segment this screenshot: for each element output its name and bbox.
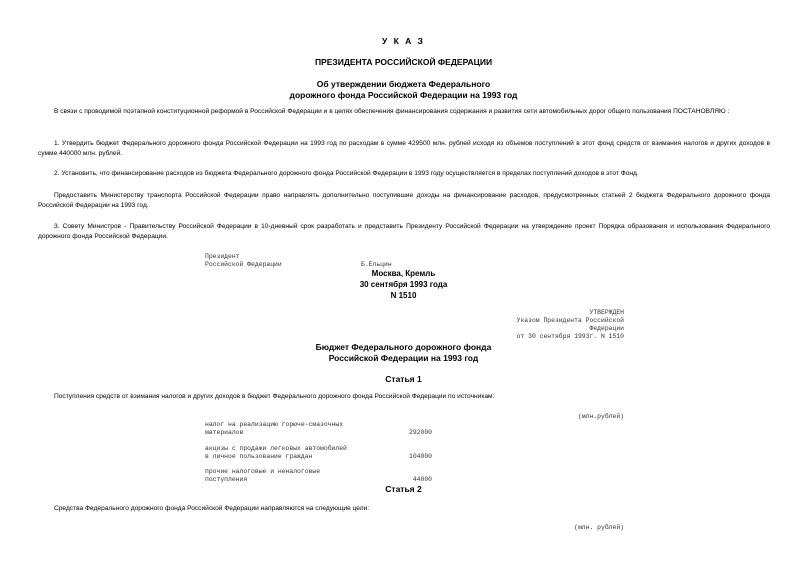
income-item-1-value: 292000 [408, 429, 432, 436]
approval-line-4: от 30 сентября 1993г. N 1510 [516, 333, 624, 340]
income-item-2-line-1: акцизы с продажи легковых автомобилей [205, 445, 347, 452]
income-item-2-line-2: в личное пользование граждан [205, 453, 313, 460]
article-2-text: Средства Федерального дорожного фонда Российской Федерации направляются на следующие цели: [54, 505, 370, 512]
units-label-1: (млн.рублей) [577, 413, 624, 420]
decree-subject-line-1: Об утверждении бюджета Федерального [316, 79, 491, 89]
paragraph-1: 1. Утвердить бюджет Федерального дорожного фонда Российской Федерации на 1993 год по расходам в сумме 429500 млн. рублей исходя из объемов поступлений в этот фонд средств от взимания налогов и других доходов в сумме 440000 млн. рублей. [38, 140, 770, 157]
income-item-1-line-2: материалов [205, 429, 244, 436]
paragraph-3: 3. Совету Министров - Правительству Российской Федерации в 10-дневный срок разработать и представить Президенту Российской Федерации на утверждение проект Порядка образования и использования Федерального дорожного фонда Российской Федерации. [38, 223, 770, 240]
paragraph-2: 2. Установить, что финансирование расходов из бюджета Федерального дорожного фонда Российской Федерации в 1993 году осуществляется в пределах поступлений доходов в этот Фонд. [54, 170, 639, 177]
units-label-2: (млн. рублей) [574, 524, 624, 531]
decree-number: N 1510 [390, 291, 417, 300]
income-item-3-line-2: поступления [205, 476, 248, 483]
paragraph-2-continuation: Предоставить Министерству транспорта Российской Федерации право направлять дополнительно поступившие доходы на финансирование расходов, предусмотренных статьей 2 бюджета Федерального дорожного фонда Российской Федерации на 1993 год. [38, 192, 770, 209]
preamble-paragraph: В связи с проводимой поэтапной конституционной реформой в Российской Федерации и в целях обеспечения финансирования содержания и развития сети автомобильных дорог общего пользования ПОСТАНОВЛЯЮ : [54, 108, 730, 115]
approval-line-3: Федерации [589, 325, 624, 332]
income-item-3-value: 44000 [412, 476, 432, 483]
article-1-text: Поступления средств от взимания налогов и других доходов в бюджет Федерального дорожного фонда Российской Федерации по источникам: [54, 393, 495, 400]
income-item-2-value: 104000 [408, 453, 432, 460]
place-date: 30 сентября 1993 года [359, 280, 448, 289]
decree-title: У К А З [381, 36, 426, 46]
approval-line-1: УТВЕРЖДЕН [589, 309, 624, 316]
approval-line-2: Указом Президента Российской [516, 317, 624, 324]
budget-title-line-2: Российской Федерации на 1993 год [328, 353, 479, 363]
article-1-title: Статья 1 [385, 374, 422, 384]
signature-name: Б.Ельцин [361, 261, 392, 268]
budget-title-line-1: Бюджет Федерального дорожного фонда [315, 342, 492, 352]
signature-role-line-1: Президент [205, 253, 240, 260]
signature-role-line-2: Российской Федерации [205, 261, 282, 268]
place-city: Москва, Кремль [371, 269, 436, 278]
article-2-title: Статья 2 [385, 484, 422, 494]
income-item-3-line-1: прочие налоговые и неналоговые [205, 468, 321, 475]
income-item-1-line-1: налог на реализацию горюче-смазочных [205, 421, 344, 428]
decree-subject-line-2: дорожного фонда Российской Федерации на 1993 год [289, 90, 518, 100]
decree-issuer: ПРЕЗИДЕНТА РОССИЙСКОЙ ФЕДЕРАЦИИ [314, 57, 493, 67]
